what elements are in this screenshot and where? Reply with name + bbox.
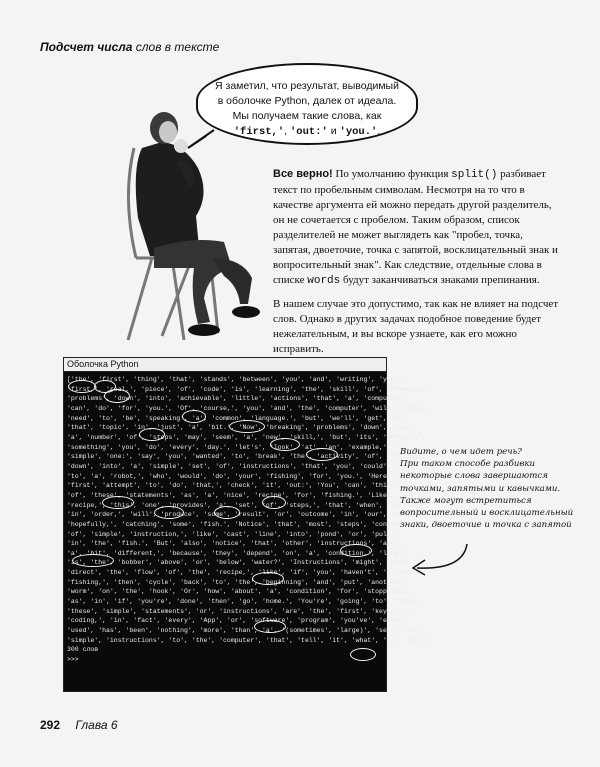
note-line-7: знаки, двоеточие и точка с запятой <box>400 520 572 531</box>
note-line-2: При таком способе разбивки <box>400 459 536 470</box>
shell-line: 'a', 'number', 'of', 'steps', 'may', 'seem', 'a', 'new', 'skill,', 'but', 'its', 'actually', <box>67 433 426 441</box>
shell-line: 'direct', 'the', 'flow', 'of', 'the', 'recipe,', 'like', 'if', 'you', 'haven't', 'finished', <box>67 569 426 577</box>
bubble-line-3: Мы получаем такие слова, как <box>232 110 382 122</box>
code-words: words <box>307 275 341 287</box>
shell-line: 'worm', 'on', 'the', 'hook', 'Or', 'how', 'about', 'a', 'condition', 'for', 'stopping,', <box>67 588 411 596</box>
shell-output <box>64 372 430 691</box>
shell-line: ['the', 'first', 'thing', 'that', 'stands', 'between', 'you', 'and', 'writing', 'your', <box>67 376 407 383</box>
bubble-end: . <box>377 125 381 137</box>
shell-line: 'to', 'a', 'robot,', 'who', 'would', 'do', 'your', 'fishing', 'for', 'you.', 'Here's', 'our', <box>67 472 430 480</box>
note-line-1: Видите, о чем идет речь? <box>400 447 522 457</box>
shell-line: 'problems', 'down', 'into', 'achievable', 'little', 'actions', 'that', 'a', 'computer', <box>67 395 407 403</box>
shell-line: 'in', 'order,', 'will', 'produce', 'some', 'result', 'or', 'outcome', 'in', 'our', 'case,', <box>67 511 422 519</box>
shell-line: 300 слов <box>67 646 99 654</box>
note-line-6: вопросительный и восклицательный <box>400 508 574 519</box>
shell-line: 'used', 'has', 'been', 'nothing', 'more', 'than', 'a', '(sometimes', 'large)', 'set', 'of', <box>67 627 422 635</box>
man-drinking-on-chair-illustration <box>92 108 272 348</box>
shell-line: 'that', 'topic', 'in', 'just', 'a', 'bit.', 'Now', 'breaking', 'problems', 'down', 'into', <box>67 424 419 432</box>
header-rest: слов в тексте <box>132 40 220 54</box>
page-header <box>40 40 219 54</box>
python-shell-window <box>63 357 430 692</box>
bubble-line-4 <box>212 124 402 140</box>
bubble-token-3: 'you.' <box>339 126 378 138</box>
bubble-token-2: 'out:' <box>290 126 328 138</box>
chapter-label: Глава 6 <box>75 718 118 732</box>
shell-line: 'these', 'simple', 'statements', 'or', 'instructions', 'are', 'the', 'first', 'key', 'to', <box>67 607 419 615</box>
shell-line: 'coding,', 'in', 'fact', 'every', 'App', 'or', 'software', 'program', 'you've', 'ever', <box>67 617 407 625</box>
shell-line: 'of', 'these', 'statements', 'as', 'a', 'nice', 'recipe', 'for', 'fishing.', 'Like', 'any', <box>67 491 422 499</box>
shell-line: 'recipe,', 'this', 'one', 'provides', 'a', 'set', 'of', 'steps,', 'that', 'when', 'followed', <box>67 501 430 509</box>
bubble-sep-1: , <box>284 125 290 137</box>
note-line-3: некоторые слова завершаются <box>400 471 548 482</box>
bubble-line-1: Я заметил, что результат, выводимый <box>215 80 399 92</box>
page-number: 292 <box>40 718 61 732</box>
shell-line: 'hopefully,', 'catching', 'some', 'fish.', 'Notice', 'that', 'most', 'steps', 'consists', <box>67 520 415 528</box>
page-footer <box>40 718 118 732</box>
shell-line: 'in', 'the', 'fish.', 'But', 'also', 'notice', 'that', 'other', 'instructions', 'are', <box>67 540 403 548</box>
shell-line: 'is', 'the', 'bobber', 'above', 'or', 'below', 'water?', 'Instructions', 'might', 'also', <box>67 559 415 567</box>
p1-part-a: По умолчанию функция <box>332 168 452 180</box>
shell-line: 'a', 'bit', 'different,', 'because', 'they', 'depend', 'on', 'a', 'condition,', 'like', <box>67 549 407 557</box>
shell-line: 'as', 'in', 'if', 'you're', 'done', 'then', 'go', 'home.', 'You're', 'going', 'to', 'find', <box>67 598 422 606</box>
handwritten-note <box>400 446 590 531</box>
shell-title: Оболочка Python <box>64 358 386 372</box>
speech-bubble <box>196 63 418 145</box>
shell-line: 'first', 'attempt', 'to', 'do', 'that,', 'check', 'it', 'out:', 'You', 'can', 'think', <box>67 482 403 490</box>
lead-phrase: Все верно! <box>273 168 333 180</box>
shell-line: 'simple', 'one:', 'say', 'you', 'wanted', 'to', 'break', 'the', 'activity', 'of', 'fishing', <box>67 453 426 461</box>
bubble-line-2: в оболочке Python, далек от идеала. <box>217 95 397 107</box>
speech-bubble-tail <box>184 128 216 150</box>
paragraph-1 <box>273 167 563 289</box>
note-line-4: точками, запятыми и кавычками. <box>400 483 561 494</box>
code-split: split() <box>451 169 498 181</box>
shell-line: 'of', 'simple', 'instruction,', 'like', 'cast', 'line', 'into', 'pond', 'or', 'pull', <box>67 530 399 538</box>
p1-part-b: разбивает текст по пробельным символам. Несмотря на то что в качестве аргумента ей можно передать другой разделитель, он не сочетается с пробелом. Таким образом, список разделителей не может выглядеть как "пробел, точка, запятая, двоеточие, точка с запятой, восклицательный знак и вопросительный знак". Как следствие, отдельные слова в списке <box>273 168 558 286</box>
shell-line: 'can', 'do', 'for', 'you.', 'Of', 'course,', 'you', 'and', 'the', 'computer', 'will', 'also', <box>67 404 430 412</box>
shell-line: 'simple', 'instructions', 'to', 'the', 'computer', 'that', 'tell', 'it', 'what', 'to', 'do.'] <box>67 636 430 644</box>
bubble-token-1: 'first,' <box>233 126 285 138</box>
paragraph-2: В нашем случае это допустимо, так как не влияет на подсчет слов. Однако в других задачах подобное поведение будет нежелательным, и вы вскоре узнаете, как его можно исправить. <box>273 298 559 355</box>
hand-drawn-arrow-icon <box>405 540 475 580</box>
shell-line: 'down', 'into', 'a', 'simple', 'set', 'of', 'instructions', 'that', 'you', 'could', 'hand', <box>67 462 422 470</box>
shell-line: 'need', 'to', 'be', 'speaking', 'a', 'common', 'language.', 'but', 'we'll', 'get', 'to', <box>67 414 411 422</box>
shell-line: 'something', 'you', 'do', 'every', 'day.', 'let's', 'look', 'at', 'an', 'example,', 'a', <box>67 443 411 451</box>
bubble-sep-2: и <box>327 125 340 137</box>
header-bold: Подсчет числа <box>40 40 133 54</box>
shell-line: >>> <box>67 656 79 664</box>
explanation-text <box>273 167 563 365</box>
shell-line: 'first,', 'real,', 'piece', 'of', 'code', 'is', 'learning', 'the', 'skill', 'of', 'breaking', <box>67 385 430 393</box>
p1-part-c: будут заканчиваться знаками препинания. <box>340 274 540 286</box>
shell-line: 'fishing,', 'then', 'cycle', 'back', 'to', 'the', 'beginning', 'and', 'put', 'another', <box>67 578 407 586</box>
note-line-5: Также могут встретиться <box>400 495 532 506</box>
